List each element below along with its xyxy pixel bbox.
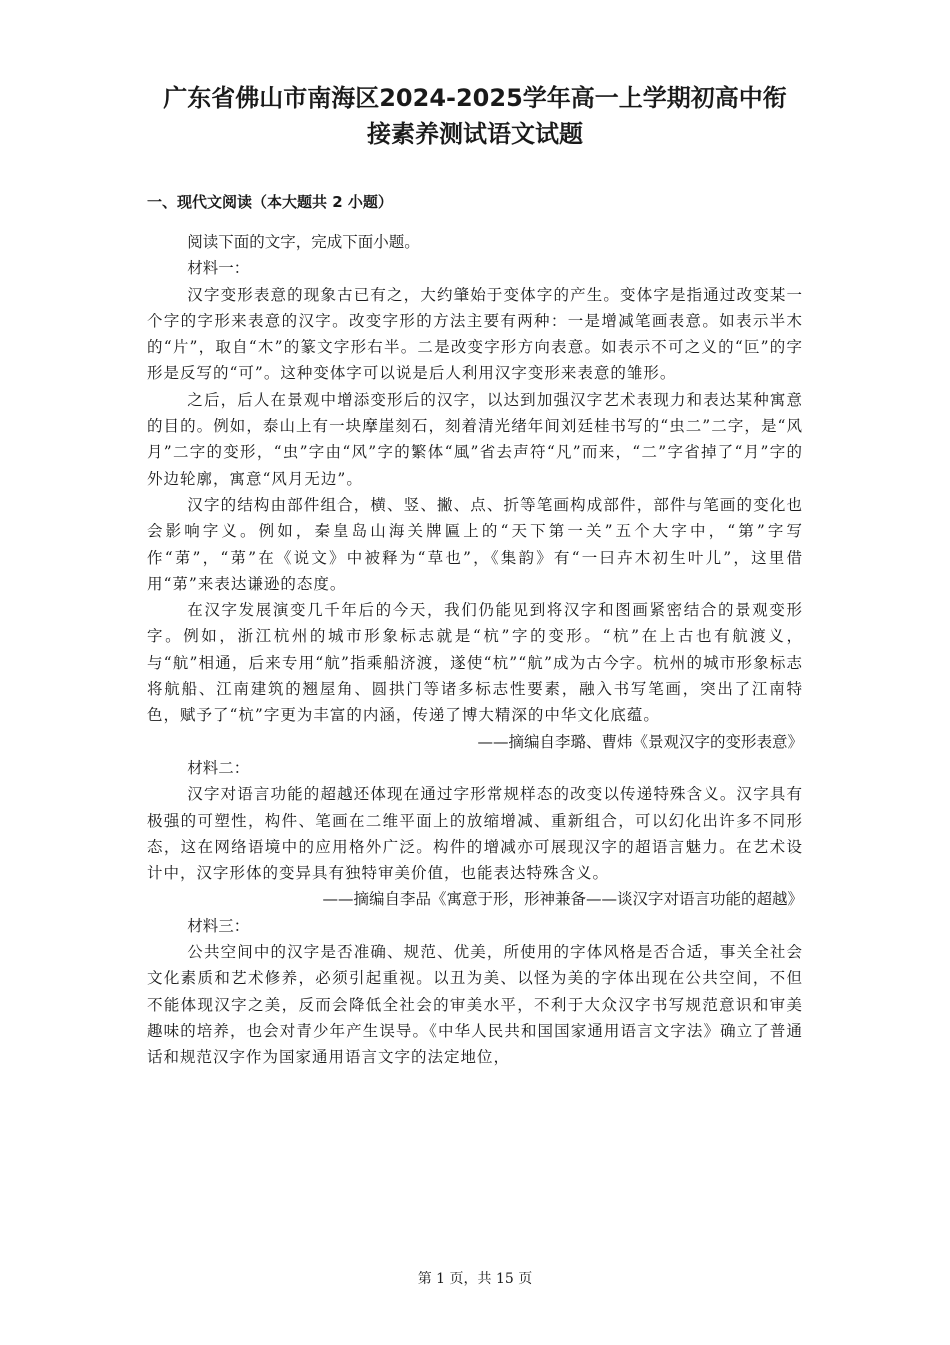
material-1-paragraph: 之后，后人在景观中增添变形后的汉字，以达到加强汉字艺术表现力和表达某种寓意的目的。例如，泰山上有一块摩崖刻石，刻着清光绪年间刘廷桂书写的“虫二”二字，是“风月”二字的变形，“虫”字由“风”字的繁体“風”省去声符“凡”而来，“二”字省掉了“月”字的外边轮廓，寓意“风月无边”。 — [147, 390, 803, 488]
material-2-paragraph: 汉字对语言功能的超越还体现在通过字形常规样态的改变以传递特殊含义。汉字具有极强的可塑性，构件、笔画在二维平面上的放缩增减、重新组合，可以幻化出许多不同形态，这在网络语境中的应用格外广泛。构件的增减亦可展现汉字的超语言魅力。在艺术设计中，汉字形体的变异具有独特审美价值，也能表达特殊含义。 — [147, 785, 803, 883]
material-1-paragraph: 在汉字发展演变几千年后的今天，我们仍能见到将汉字和图画紧密结合的景观变形字。例如，浙江杭州的城市形象标志就是“杭”字的变形。“杭”在上古也有航渡义，与“航”相通，后来专用“航”指乘船济渡，遂使“杭”“航”成为古今字。杭州的城市形象标志将航船、江南建筑的翘屋角、圆拱门等诸多标志性要素，融入书写笔画，突出了江南特色，赋予了“杭”字更为丰富的内涵，传递了博大精深的中华文化底蕴。 — [147, 601, 803, 725]
reading-passage — [147, 229, 803, 1071]
material-3-paragraph: 公共空间中的汉字是否准确、规范、优美，所使用的字体风格是否合适，事关全社会文化素质和艺术修养，必须引起重视。以丑为美、以怪为美的字体出现在公共空间，不但不能体现汉字之美，反而会降低全社会的审美水平，不利于大众汉字书写规范意识和审美趣味的培养，也会对青少年产生误导。《中华人民共和国国家通用语言文字法》确立了普通话和规范汉字作为国家通用语言文字的法定地位， — [147, 943, 803, 1067]
page-footer: 第 1 页，共 15 页 — [417, 1271, 533, 1287]
material-3-label: 材料三： — [187, 916, 250, 935]
material-1-paragraph: 汉字变形表意的现象古已有之，大约肇始于变体字的产生。变体字是指通过改变某一个字的字形来表意的汉字。改变字形的方法主要有两种：一是增减笔画表意。如表示半木的“片”，取自“木”的篆文字形右半。二是改变字形方向表意。如表示不可之义的“叵”的字形是反写的“可”。这种变体字可以说是后人利用汉字变形来表意的雏形。 — [147, 285, 803, 383]
material-2-source: ——摘编自李品《寓意于形，形神兼备——谈汉字对语言功能的超越》 — [322, 890, 803, 909]
instruction-text: 阅读下面的文字，完成下面小题。 — [187, 233, 420, 251]
material-1-source: ——摘编自李璐、曹炜《景观汉字的变形表意》 — [477, 732, 803, 751]
document-title — [0, 80, 950, 152]
material-1-paragraph: 汉字的结构由部件组合，横、竖、撇、点、折等笔画构成部件，部件与笔画的变化也会影响字义。例如，秦皇岛山海关牌匾上的“天下第一关”五个大字中，“第”字写作“苐”，“苐”在《说文》中被释为“草也”，《集韵》有“一曰卉木初生叶儿”，这里借用“苐”来表达谦逊的态度。 — [147, 495, 803, 593]
material-2-label: 材料二： — [187, 758, 250, 777]
material-1-label: 材料一： — [187, 259, 250, 278]
title-line-1: 广东省佛山市南海区2024-2025学年高一上学期初高中衔 — [163, 84, 787, 112]
section-heading: 一、现代文阅读（本大题共 2 小题） — [147, 193, 393, 211]
title-line-2: 接素养测试语文试题 — [367, 120, 583, 148]
